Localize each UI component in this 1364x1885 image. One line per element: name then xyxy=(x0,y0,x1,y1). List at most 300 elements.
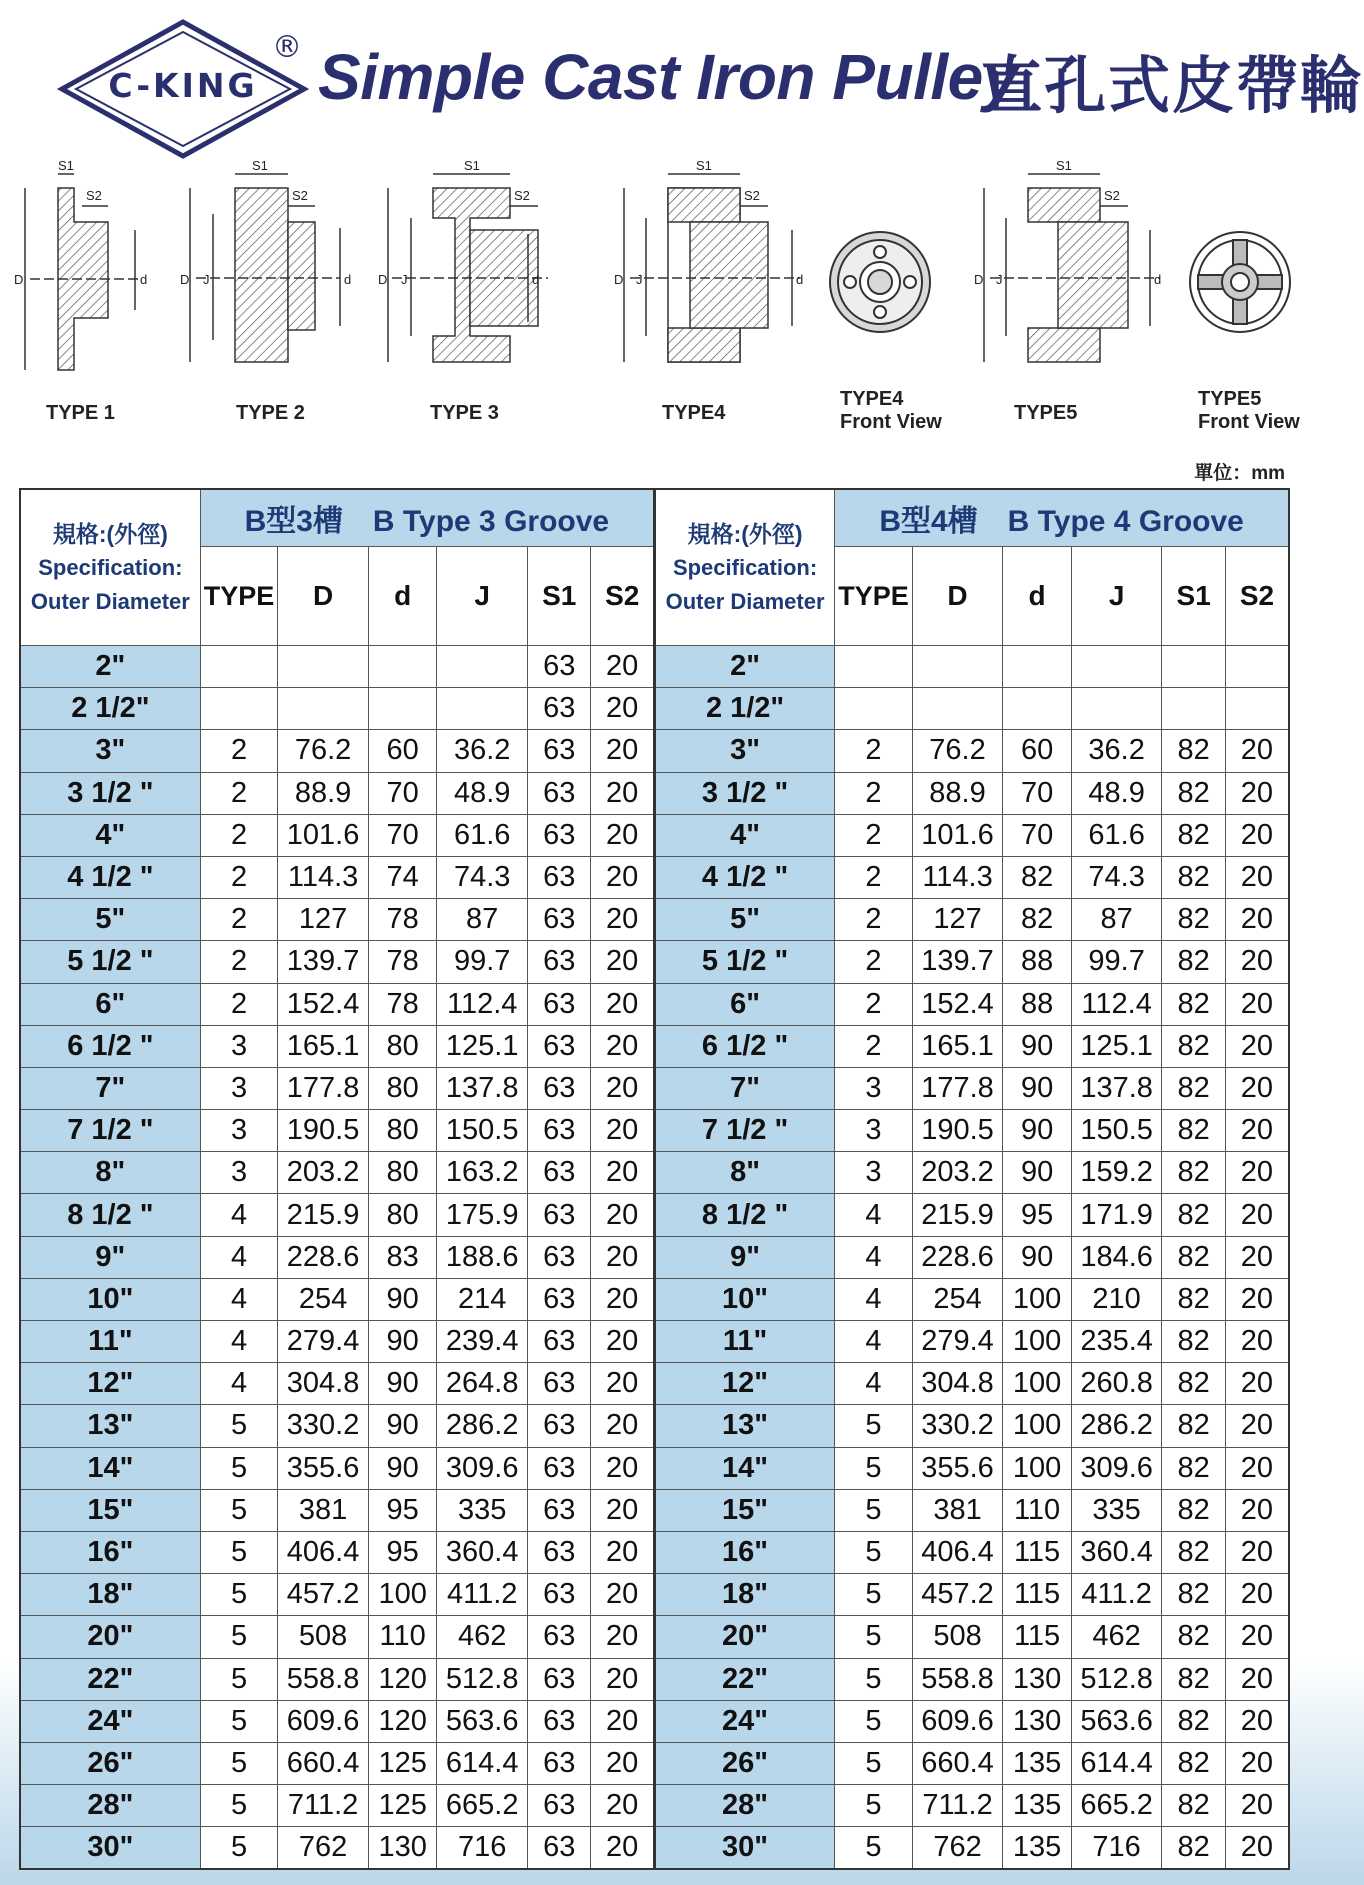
b4-value-cell: 20 xyxy=(1225,1363,1289,1405)
b4-value-cell: 82 xyxy=(1162,1110,1225,1152)
spec-size-cell: 11" xyxy=(654,1321,834,1363)
b3-value-cell: 152.4 xyxy=(278,983,369,1025)
spec-size-cell: 8 1/2 " xyxy=(654,1194,834,1236)
b3-value-cell: 175.9 xyxy=(437,1194,528,1236)
spec-size-cell: 28" xyxy=(654,1785,834,1827)
b3-value-cell: 457.2 xyxy=(278,1574,369,1616)
spec-size-cell: 12" xyxy=(654,1363,834,1405)
b3-value-cell: 63 xyxy=(528,1827,591,1869)
b4-value-cell: 101.6 xyxy=(912,814,1003,856)
spec-size-cell: 3" xyxy=(20,730,200,772)
table-row xyxy=(20,1742,1289,1784)
b4-value-cell xyxy=(1225,688,1289,730)
b3-value-cell: 5 xyxy=(200,1742,278,1784)
b4-value-cell: 130 xyxy=(1003,1700,1071,1742)
column-header: D xyxy=(912,547,1003,646)
b3-value-cell: 20 xyxy=(591,1278,655,1320)
b3-value-cell: 90 xyxy=(368,1447,436,1489)
spec-size-cell: 3 1/2 " xyxy=(20,772,200,814)
b3-value-cell: 665.2 xyxy=(437,1785,528,1827)
table-row xyxy=(20,983,1289,1025)
b4-value-cell: 90 xyxy=(1003,1110,1071,1152)
b4-value-cell: 76.2 xyxy=(912,730,1003,772)
b3-value-cell: 330.2 xyxy=(278,1405,369,1447)
b4-value-cell xyxy=(1225,646,1289,688)
b4-value-cell: 4 xyxy=(835,1321,913,1363)
b4-value-cell: 20 xyxy=(1225,1447,1289,1489)
b3-value-cell: 125 xyxy=(368,1742,436,1784)
b4-value-cell: 99.7 xyxy=(1071,941,1162,983)
b4-value-cell: 609.6 xyxy=(912,1700,1003,1742)
group-header-left: B型3槽 B Type 3 Groove xyxy=(200,489,654,547)
b4-value-cell: 70 xyxy=(1003,772,1071,814)
b3-value-cell: 20 xyxy=(591,646,655,688)
b4-value-cell: 125.1 xyxy=(1071,1025,1162,1067)
b4-value-cell: 20 xyxy=(1225,856,1289,898)
table-row xyxy=(20,646,1289,688)
spec-size-cell: 10" xyxy=(654,1278,834,1320)
b4-value-cell: 335 xyxy=(1071,1489,1162,1531)
table-row xyxy=(20,1194,1289,1236)
unit-label: 單位：mm xyxy=(1194,463,1285,484)
spec-size-cell: 15" xyxy=(654,1489,834,1531)
b4-value-cell: 2 xyxy=(835,772,913,814)
b3-value-cell: 20 xyxy=(591,1067,655,1109)
b4-value-cell: 462 xyxy=(1071,1616,1162,1658)
b4-value-cell xyxy=(1071,688,1162,730)
b3-value-cell: 63 xyxy=(528,1700,591,1742)
b4-value-cell: 4 xyxy=(835,1194,913,1236)
b3-value-cell: 139.7 xyxy=(278,941,369,983)
b4-value-cell: 152.4 xyxy=(912,983,1003,1025)
b4-value-cell: 100 xyxy=(1003,1405,1071,1447)
b4-value-cell: 115 xyxy=(1003,1616,1071,1658)
b3-value-cell: 20 xyxy=(591,983,655,1025)
b4-value-cell: 5 xyxy=(835,1827,913,1869)
dim-d-bore: d xyxy=(1154,272,1162,287)
b4-value-cell: 114.3 xyxy=(912,856,1003,898)
type5-front-view-drawing xyxy=(1190,232,1290,332)
table-row xyxy=(20,899,1289,941)
page-title-chinese: 直孔式皮帶輪 xyxy=(980,49,1364,122)
spec-size-cell: 11" xyxy=(20,1321,200,1363)
b3-value-cell: 215.9 xyxy=(278,1194,369,1236)
spec-header-right xyxy=(654,489,834,646)
b3-value-cell: 309.6 xyxy=(437,1447,528,1489)
type-label: TYPE 2 xyxy=(236,402,305,424)
table-row xyxy=(20,1321,1289,1363)
b3-value-cell: 20 xyxy=(591,1405,655,1447)
b3-value-cell: 78 xyxy=(368,899,436,941)
b3-value-cell: 5 xyxy=(200,1658,278,1700)
table-row xyxy=(20,1658,1289,1700)
dim-s2: S2 xyxy=(1104,188,1120,203)
b3-value-cell: 63 xyxy=(528,730,591,772)
spec-header-en1: Specification: xyxy=(672,554,818,580)
b3-value-cell: 716 xyxy=(437,1827,528,1869)
b4-value-cell: 190.5 xyxy=(912,1110,1003,1152)
b4-value-cell: 177.8 xyxy=(912,1067,1003,1109)
b3-value-cell: 63 xyxy=(528,688,591,730)
b3-value-cell: 406.4 xyxy=(278,1531,369,1573)
type-label: TYPE 3 xyxy=(430,402,499,424)
b3-value-cell: 20 xyxy=(591,856,655,898)
pulley-drawings xyxy=(0,150,1321,450)
b3-value-cell: 20 xyxy=(591,1785,655,1827)
b3-value-cell: 80 xyxy=(368,1025,436,1067)
spec-size-cell: 4" xyxy=(20,814,200,856)
table-row xyxy=(20,730,1289,772)
b4-value-cell: 2 xyxy=(835,941,913,983)
column-header: TYPE xyxy=(200,547,278,646)
b3-value-cell: 462 xyxy=(437,1616,528,1658)
b4-value-cell: 82 xyxy=(1162,983,1225,1025)
b4-value-cell: 100 xyxy=(1003,1278,1071,1320)
b3-value-cell: 214 xyxy=(437,1278,528,1320)
spec-size-cell: 16" xyxy=(654,1531,834,1573)
b3-value-cell: 90 xyxy=(368,1278,436,1320)
spec-header-left xyxy=(20,489,200,646)
b3-value-cell: 20 xyxy=(591,730,655,772)
spec-size-cell: 13" xyxy=(20,1405,200,1447)
b3-value-cell: 90 xyxy=(368,1405,436,1447)
spec-size-cell: 8" xyxy=(654,1152,834,1194)
type-label xyxy=(1198,388,1300,434)
b4-value-cell: 82 xyxy=(1162,1489,1225,1531)
b4-value-cell: 74.3 xyxy=(1071,856,1162,898)
b3-value-cell: 87 xyxy=(437,899,528,941)
spec-size-cell: 5" xyxy=(20,899,200,941)
b4-value-cell: 660.4 xyxy=(912,1742,1003,1784)
b3-value-cell: 5 xyxy=(200,1616,278,1658)
b4-value-cell: 82 xyxy=(1162,1363,1225,1405)
dim-s1: S1 xyxy=(58,158,74,173)
b3-value-cell: 20 xyxy=(591,688,655,730)
b3-value-cell: 2 xyxy=(200,983,278,1025)
b3-value-cell: 335 xyxy=(437,1489,528,1531)
dim-j: J xyxy=(996,272,1003,287)
b4-value-cell: 711.2 xyxy=(912,1785,1003,1827)
b4-value-cell: 716 xyxy=(1071,1827,1162,1869)
b3-value-cell: 177.8 xyxy=(278,1067,369,1109)
pulley-diagrams xyxy=(0,150,1321,450)
b4-value-cell: 330.2 xyxy=(912,1405,1003,1447)
b3-value-cell: 20 xyxy=(591,1025,655,1067)
spec-size-cell: 5 1/2 " xyxy=(20,941,200,983)
b3-value-cell xyxy=(200,688,278,730)
b4-value-cell: 115 xyxy=(1003,1574,1071,1616)
dim-d-bore: d xyxy=(344,272,352,287)
b3-value-cell: 4 xyxy=(200,1278,278,1320)
spec-size-cell: 30" xyxy=(654,1827,834,1869)
b3-value-cell: 63 xyxy=(528,1067,591,1109)
table-row xyxy=(20,688,1289,730)
spec-size-cell: 16" xyxy=(20,1531,200,1573)
b3-value-cell xyxy=(278,646,369,688)
spec-size-cell: 7" xyxy=(654,1067,834,1109)
b3-value-cell: 61.6 xyxy=(437,814,528,856)
b3-value-cell: 90 xyxy=(368,1363,436,1405)
b4-value-cell: 309.6 xyxy=(1071,1447,1162,1489)
b3-value-cell xyxy=(437,646,528,688)
b4-value-cell: 3 xyxy=(835,1067,913,1109)
b4-value-cell: 82 xyxy=(1162,1321,1225,1363)
b3-value-cell: 63 xyxy=(528,1658,591,1700)
table-row xyxy=(20,814,1289,856)
b4-value-cell: 82 xyxy=(1162,1025,1225,1067)
b3-value-cell: 20 xyxy=(591,1658,655,1700)
b3-value-cell: 609.6 xyxy=(278,1700,369,1742)
b3-value-cell: 286.2 xyxy=(437,1405,528,1447)
b3-value-cell: 4 xyxy=(200,1236,278,1278)
b4-value-cell: 614.4 xyxy=(1071,1742,1162,1784)
spec-size-cell: 4 1/2 " xyxy=(654,856,834,898)
b3-value-cell: 20 xyxy=(591,1110,655,1152)
b4-value-cell: 20 xyxy=(1225,772,1289,814)
b4-value-cell: 260.8 xyxy=(1071,1363,1162,1405)
spec-size-cell: 6 1/2 " xyxy=(20,1025,200,1067)
spec-size-cell: 5" xyxy=(654,899,834,941)
b3-value-cell: 3 xyxy=(200,1110,278,1152)
b4-value-cell xyxy=(835,646,913,688)
b3-value-cell: 20 xyxy=(591,1194,655,1236)
b3-value-cell: 264.8 xyxy=(437,1363,528,1405)
b4-value-cell: 20 xyxy=(1225,983,1289,1025)
table-row xyxy=(20,772,1289,814)
b3-value-cell: 163.2 xyxy=(437,1152,528,1194)
spec-size-cell: 3" xyxy=(654,730,834,772)
b3-value-cell: 20 xyxy=(591,1489,655,1531)
b3-value-cell: 2 xyxy=(200,899,278,941)
b3-value-cell: 36.2 xyxy=(437,730,528,772)
b3-value-cell: 80 xyxy=(368,1152,436,1194)
b4-value-cell: 304.8 xyxy=(912,1363,1003,1405)
b4-value-cell: 95 xyxy=(1003,1194,1071,1236)
b3-value-cell xyxy=(200,646,278,688)
b4-value-cell: 110 xyxy=(1003,1489,1071,1531)
b3-value-cell: 508 xyxy=(278,1616,369,1658)
b4-value-cell: 5 xyxy=(835,1531,913,1573)
b3-value-cell: 78 xyxy=(368,983,436,1025)
b4-value-cell: 5 xyxy=(835,1616,913,1658)
b4-value-cell: 279.4 xyxy=(912,1321,1003,1363)
dim-d-bore: d xyxy=(532,272,540,287)
b4-value-cell: 665.2 xyxy=(1071,1785,1162,1827)
b3-value-cell xyxy=(368,688,436,730)
b4-value-cell: 20 xyxy=(1225,730,1289,772)
registered-mark: ® xyxy=(272,30,302,65)
b4-value-cell: 20 xyxy=(1225,1110,1289,1152)
table-row xyxy=(20,1025,1289,1067)
b4-value-cell: 2 xyxy=(835,814,913,856)
table-body xyxy=(20,646,1289,1870)
b4-value-cell: 20 xyxy=(1225,1531,1289,1573)
b3-value-cell: 63 xyxy=(528,1574,591,1616)
b3-value-cell: 2 xyxy=(200,730,278,772)
b3-value-cell: 5 xyxy=(200,1700,278,1742)
b4-value-cell: 20 xyxy=(1225,1616,1289,1658)
column-header: S1 xyxy=(1162,547,1225,646)
b4-value-cell: 286.2 xyxy=(1071,1405,1162,1447)
table-row xyxy=(20,1616,1289,1658)
b3-value-cell: 20 xyxy=(591,1236,655,1278)
column-header: d xyxy=(1003,547,1071,646)
b4-value-cell: 171.9 xyxy=(1071,1194,1162,1236)
spec-size-cell: 7" xyxy=(20,1067,200,1109)
b4-value-cell: 2 xyxy=(835,856,913,898)
b3-value-cell: 20 xyxy=(591,1531,655,1573)
b3-value-cell: 63 xyxy=(528,1363,591,1405)
b3-value-cell: 2 xyxy=(200,814,278,856)
spec-size-cell: 6 1/2 " xyxy=(654,1025,834,1067)
b3-value-cell: 88.9 xyxy=(278,772,369,814)
spec-size-cell: 7 1/2 " xyxy=(654,1110,834,1152)
b4-value-cell: 406.4 xyxy=(912,1531,1003,1573)
b4-value-cell xyxy=(1162,688,1225,730)
spec-size-cell: 26" xyxy=(20,1742,200,1784)
spec-size-cell: 18" xyxy=(20,1574,200,1616)
spec-size-cell: 26" xyxy=(654,1742,834,1784)
b4-value-cell: 100 xyxy=(1003,1447,1071,1489)
b4-value-cell: 20 xyxy=(1225,1658,1289,1700)
b4-value-cell: 88 xyxy=(1003,983,1071,1025)
b4-value-cell: 5 xyxy=(835,1447,913,1489)
table-row xyxy=(20,1152,1289,1194)
b4-value-cell xyxy=(835,688,913,730)
dim-j: J xyxy=(401,272,408,287)
b3-value-cell: 20 xyxy=(591,1152,655,1194)
b3-value-cell: 239.4 xyxy=(437,1321,528,1363)
b3-value-cell: 254 xyxy=(278,1278,369,1320)
b3-value-cell: 95 xyxy=(368,1531,436,1573)
b4-value-cell: 20 xyxy=(1225,1025,1289,1067)
spec-size-cell: 30" xyxy=(20,1827,200,1869)
spec-size-cell: 10" xyxy=(20,1278,200,1320)
b3-value-cell: 3 xyxy=(200,1067,278,1109)
b4-value-cell: 82 xyxy=(1162,1700,1225,1742)
b4-value-cell: 5 xyxy=(835,1700,913,1742)
b4-value-cell: 82 xyxy=(1162,856,1225,898)
spec-header-zh: 規格:(外徑) xyxy=(687,520,803,547)
b3-value-cell: 279.4 xyxy=(278,1321,369,1363)
b3-value-cell: 5 xyxy=(200,1447,278,1489)
b3-value-cell: 63 xyxy=(528,1489,591,1531)
b4-value-cell: 5 xyxy=(835,1658,913,1700)
spec-size-cell: 6" xyxy=(20,983,200,1025)
b4-value-cell: 210 xyxy=(1071,1278,1162,1320)
b3-value-cell: 20 xyxy=(591,1363,655,1405)
b3-value-cell: 130 xyxy=(368,1827,436,1869)
dim-s1: S1 xyxy=(696,158,712,173)
b4-value-cell: 360.4 xyxy=(1071,1531,1162,1573)
b4-value-cell: 3 xyxy=(835,1110,913,1152)
dim-j: J xyxy=(203,272,210,287)
b3-value-cell: 63 xyxy=(528,1447,591,1489)
table-row xyxy=(20,1531,1289,1573)
table-row xyxy=(20,856,1289,898)
b3-value-cell: 20 xyxy=(591,814,655,856)
b4-value-cell: 90 xyxy=(1003,1067,1071,1109)
b4-value-cell: 5 xyxy=(835,1405,913,1447)
spec-header-zh: 規格:(外徑) xyxy=(52,520,168,547)
b3-value-cell: 150.5 xyxy=(437,1110,528,1152)
dim-d-bore: d xyxy=(796,272,804,287)
table-row xyxy=(20,1405,1289,1447)
b4-value-cell: 82 xyxy=(1162,1616,1225,1658)
b4-value-cell: 61.6 xyxy=(1071,814,1162,856)
b4-value-cell: 20 xyxy=(1225,1827,1289,1869)
b4-value-cell: 20 xyxy=(1225,941,1289,983)
b3-value-cell: 20 xyxy=(591,1616,655,1658)
b3-value-cell: 558.8 xyxy=(278,1658,369,1700)
b3-value-cell: 20 xyxy=(591,1742,655,1784)
b3-value-cell: 114.3 xyxy=(278,856,369,898)
b4-value-cell: 381 xyxy=(912,1489,1003,1531)
b3-value-cell: 63 xyxy=(528,1278,591,1320)
b4-value-cell: 2 xyxy=(835,1025,913,1067)
b3-value-cell: 74 xyxy=(368,856,436,898)
column-header: S2 xyxy=(591,547,655,646)
b4-value-cell: 139.7 xyxy=(912,941,1003,983)
b4-value-cell: 135 xyxy=(1003,1742,1071,1784)
b3-value-cell: 48.9 xyxy=(437,772,528,814)
b4-value-cell xyxy=(912,688,1003,730)
b3-value-cell: 5 xyxy=(200,1489,278,1531)
spec-size-cell: 9" xyxy=(654,1236,834,1278)
b3-value-cell: 63 xyxy=(528,856,591,898)
b3-value-cell: 20 xyxy=(591,941,655,983)
b4-value-cell: 82 xyxy=(1162,1236,1225,1278)
b4-value-cell: 20 xyxy=(1225,1067,1289,1109)
table-row xyxy=(20,1447,1289,1489)
spec-size-cell: 18" xyxy=(654,1574,834,1616)
b4-value-cell: 87 xyxy=(1071,899,1162,941)
b4-value-cell: 20 xyxy=(1225,899,1289,941)
b3-value-cell: 63 xyxy=(528,1742,591,1784)
type2-drawing xyxy=(190,174,340,362)
b4-value-cell: 457.2 xyxy=(912,1574,1003,1616)
b3-value-cell: 63 xyxy=(528,646,591,688)
brand-logo xyxy=(58,18,308,160)
b4-value-cell: 5 xyxy=(835,1574,913,1616)
table-row xyxy=(20,1574,1289,1616)
b4-value-cell: 215.9 xyxy=(912,1194,1003,1236)
column-header: d xyxy=(368,547,436,646)
b4-value-cell: 4 xyxy=(835,1278,913,1320)
spec-size-cell: 4 1/2 " xyxy=(20,856,200,898)
b4-value-cell: 135 xyxy=(1003,1785,1071,1827)
b4-value-cell: 82 xyxy=(1162,814,1225,856)
b3-value-cell: 63 xyxy=(528,1616,591,1658)
b3-value-cell: 120 xyxy=(368,1700,436,1742)
b4-value-cell: 82 xyxy=(1162,1067,1225,1109)
table-row xyxy=(20,1067,1289,1109)
b3-value-cell: 711.2 xyxy=(278,1785,369,1827)
spec-size-cell: 24" xyxy=(654,1700,834,1742)
spec-size-cell: 14" xyxy=(20,1447,200,1489)
column-header: S1 xyxy=(528,547,591,646)
column-header: S2 xyxy=(1225,547,1289,646)
b4-value-cell: 82 xyxy=(1003,899,1071,941)
dim-s2: S2 xyxy=(86,188,102,203)
b4-value-cell xyxy=(1003,646,1071,688)
b3-value-cell: 228.6 xyxy=(278,1236,369,1278)
spec-size-cell: 2" xyxy=(654,646,834,688)
b4-value-cell: 203.2 xyxy=(912,1152,1003,1194)
spec-size-cell: 20" xyxy=(20,1616,200,1658)
page-title: Simple Cast Iron Pulley xyxy=(318,41,1018,113)
b3-value-cell: 95 xyxy=(368,1489,436,1531)
